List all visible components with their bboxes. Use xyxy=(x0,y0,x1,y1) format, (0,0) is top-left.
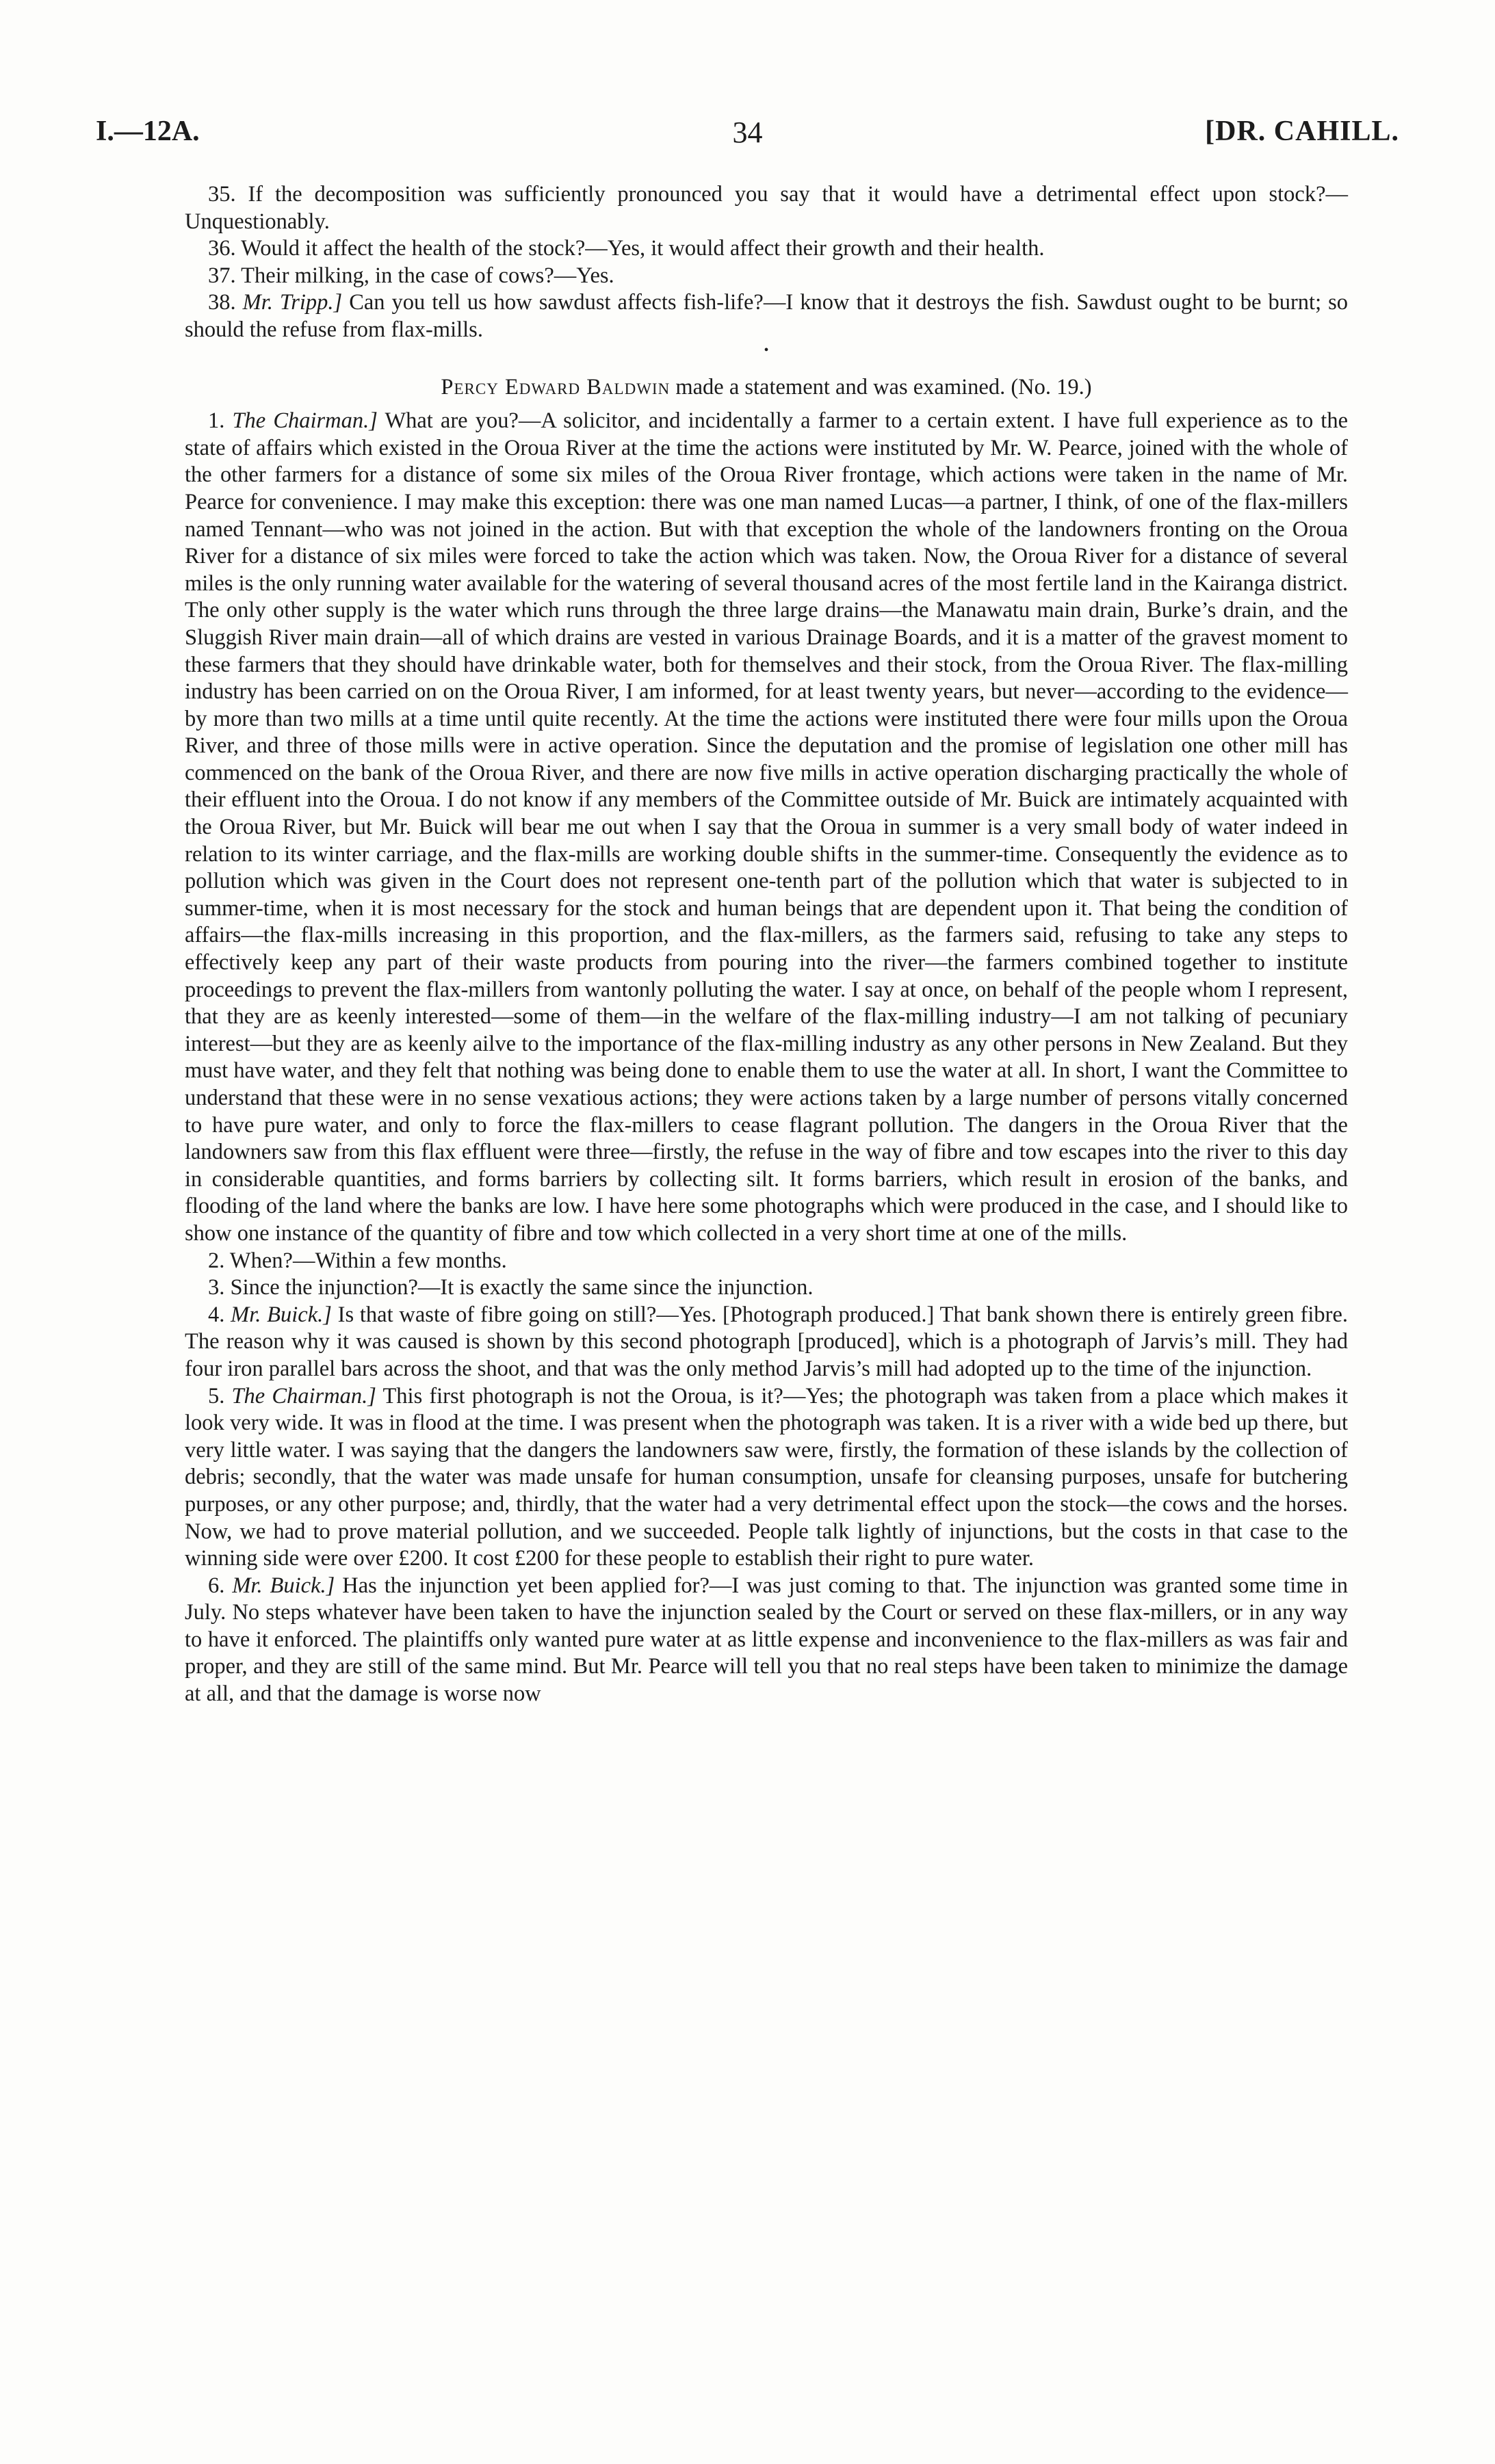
document-body xyxy=(185,181,1348,1708)
question-paragraph xyxy=(185,235,1348,263)
question-number: 37. xyxy=(208,263,236,288)
question-number: 35. xyxy=(208,182,236,207)
question-text: Is that waste of fibre going on still?—Yes. [Photograph produced.] That bank shown there is entirely green fibre. The reason why it was caused is shown by this second photograph [produced], which is a photograph of Jarvis’s mill. They had four iron parallel bars across the shoot, and that was the only method Jarvis’s mill had adopted up to the time of the injunction. xyxy=(185,1302,1349,1381)
question-number: 4. xyxy=(208,1302,225,1327)
question-paragraph xyxy=(185,1274,1348,1302)
page-header xyxy=(96,115,1399,156)
witness-name: Percy Edward Baldwin xyxy=(441,374,671,399)
question-paragraph xyxy=(185,1302,1348,1383)
page-number: 34 xyxy=(732,116,763,149)
section-separator: • xyxy=(764,342,769,358)
question-paragraph xyxy=(185,408,1348,1247)
speaker-name: The Chairman.] xyxy=(231,1383,376,1408)
question-paragraph xyxy=(185,1573,1348,1708)
witness-running-head: [DR. CAHILL. xyxy=(1205,116,1399,147)
speaker-name: Mr. Buick.] xyxy=(232,1573,335,1598)
question-text: What are you?—A solicitor, and incidentally a farmer to a certain extent. I have full experience as to the state of affairs which existed in the Oroua River at the time the actions were instituted by Mr. W. Pearce, joined with the whole of the other farmers for a distance of some six miles of the Oroua River frontage, which actions were taken in the name of Mr. Pearce for convenience. I may make this exception: there was one man named Lucas—a partner, I think, of one of the flax-millers named Tennant—who was not joined in the action. But with that exception the whole of the landowners fronting on the Oroua River for a distance of six miles were forced to take the action which was taken. Now, the Oroua River for a distance of several miles is the only running water available for the watering of several thousand acres of the most fertile land in the Kairanga district. The only other supply is the water which runs through the three large drains—the Manawatu main drain, Burke’s drain, and the Sluggish River main drain—all of which drains are vested in various Drainage Boards, and it is a matter of the gravest moment to these farmers that they should have drinkable water, both for themselves and their stock, from the Oroua River. The flax-milling industry has been carried on on the Oroua River, I am informed, for at least twenty years, but never—according to the evidence—by more than two mills at a time until quite recently. At the time the actions were instituted there were four mills upon the Oroua River, and three of those mills were in active operation. Since the deputation and the promise of legislation one other mill has commenced on the bank of the Oroua River, and there are now five mills in active operation discharging practically the whole of their effluent into the Oroua. I do not know if any members of the Committee outside of Mr. Buick are intimately acquainted with the Oroua River, but Mr. Buick will bear me out when I say that the Oroua in summer is a very small body of water indeed in relation to its winter carriage, and the flax-mills are working double shifts in the summer-time. Consequently the evidence as to pollution which was given in the Court does not represent one-tenth part of the pollution which that water is subjected to in summer-time, when it is most necessary for the stock and human beings that are dependent upon it. That being the condition of affairs—the flax-mills increasing in this proportion, and the flax-millers, as the farmers said, refusing to take any steps to effectively keep any part of their waste products from pouring into the river—the farmers combined together to institute proceedings to prevent the flax-millers from wantonly polluting the water. I say at once, on behalf of the people whom I represent, that they are as keenly interested—some of them—in the welfare of the flax-milling industry—I am not talking of pecuniary interest—but they are as keenly ailve to the importance of the flax-milling industry as any other persons in New Zealand. But they must have water, and they felt that nothing was being done to enable them to use the water at all. In short, I want the Committee to understand that these were in no sense vexatious actions; they were actions taken by a large number of persons vitally concerned to have pure water, and only to force the flax-millers to cease flagrant pollution. The dangers in the Oroua River that the landowners saw from this flax effluent were three—firstly, the refuse in the way of fibre and tow escapes into the river to this day in considerable quantities, and forms barriers by collecting silt. It forms barriers, which result in erosion of the banks, and flooding of the land where the banks are low. I have here some photographs which were produced in the case, and I should like to show one instance of the quantity of fibre and tow which collected in a very short time at one of the mills. xyxy=(185,408,1349,1246)
question-number: 36. xyxy=(208,236,236,261)
question-text: Since the injunction?—It is exactly the same since the injunction. xyxy=(230,1275,814,1300)
question-text: When?—Within a few months. xyxy=(229,1248,507,1273)
question-number: 6. xyxy=(208,1573,225,1598)
question-paragraph xyxy=(185,263,1348,290)
question-number: 3. xyxy=(208,1275,225,1300)
speaker-name: The Chairman.] xyxy=(232,408,378,434)
question-paragraph xyxy=(185,1383,1348,1573)
speaker-name: Mr. Tripp.] xyxy=(242,290,343,315)
question-text: This first photograph is not the Oroua, is it?—Yes; the photograph was taken from a place which makes it look very wide. It was in flood at the time. I was present when the photograph was taken. It is a river with a wide bed up there, but very little water. I was saying that the dangers the landowners saw were, firstly, the formation of these islands by the collection of debris; secondly, that the water was made unsafe for human consumption, unsafe for cleansing purposes, unsafe for butchering purposes, or any other purpose; and, thirdly, that the water had a very detrimental effect upon the stock—the cows and the horses. Now, we had to prove material pollution, and we succeeded. People talk lightly of injunctions, but the costs in that case to the winning side were over £200. It cost £200 for these people to establish their right to pure water. xyxy=(185,1383,1348,1571)
question-text: Their milking, in the case of cows?—Yes. xyxy=(241,263,614,288)
document-reference: I.—12A. xyxy=(96,116,200,147)
question-number: 1. xyxy=(208,408,225,434)
question-text: Can you tell us how sawdust affects fish-life?—I know that it destroys the fish. Sawdust ought to be burnt; so should the refuse from flax-mills. xyxy=(185,290,1349,342)
question-paragraph xyxy=(185,181,1348,235)
question-number: 5. xyxy=(208,1383,225,1408)
speaker-name: Mr. Buick.] xyxy=(231,1302,332,1327)
question-number: 2. xyxy=(208,1248,225,1273)
question-text: Would it affect the health of the stock?—Yes, it would affect their growth and their health. xyxy=(241,236,1045,261)
question-number: 38. xyxy=(208,290,236,315)
witness-statement: made a statement and was examined. (No. 19.) xyxy=(675,374,1092,399)
question-text: If the decomposition was sufficiently pronounced you say that it would have a detrimental effect upon stock?—Unquestionably. xyxy=(185,182,1349,234)
question-paragraph xyxy=(185,1248,1348,1275)
question-text: Has the injunction yet been applied for?—I was just coming to that. The injunction was granted some time in July. No steps whatever have been taken to have the injunction sealed by the Court or served on these flax-millers, or in any way to have it enforced. The plaintiffs only wanted pure water at as little expense and inconvenience to the flax-millers as was fair and proper, and they are still of the same mind. But Mr. Pearce will tell you that no real steps have been taken to minimize the damage at all, and that the damage is worse now xyxy=(185,1573,1349,1707)
question-paragraph xyxy=(185,289,1348,343)
witness-heading xyxy=(185,374,1348,402)
